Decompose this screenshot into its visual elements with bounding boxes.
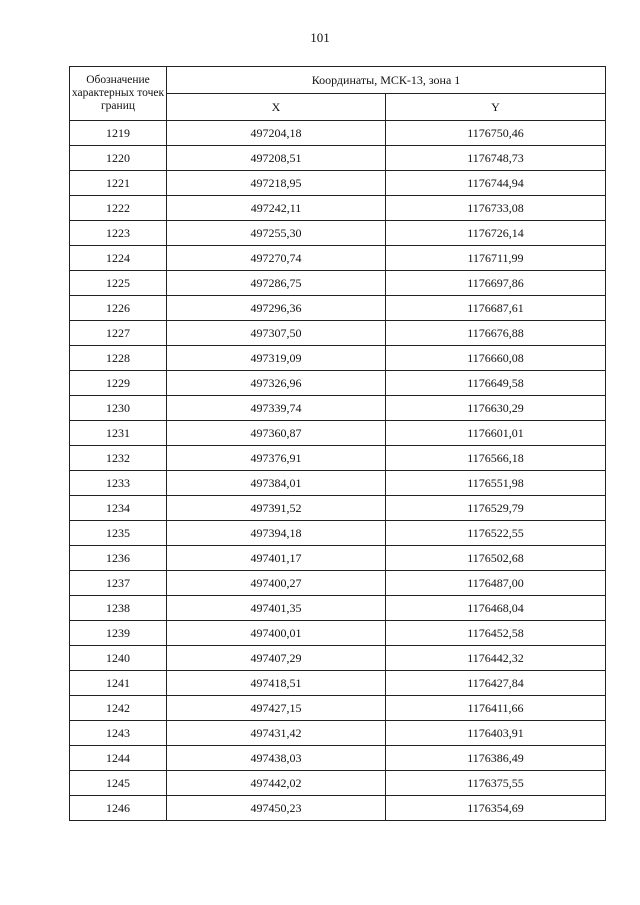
point-id-cell: 1236 [70, 546, 167, 571]
x-coordinate-cell: 497307,50 [167, 321, 386, 346]
point-id-cell: 1226 [70, 296, 167, 321]
table-row [70, 371, 606, 396]
point-id-cell: 1232 [70, 446, 167, 471]
table-row [70, 446, 606, 471]
point-id-cell: 1238 [70, 596, 167, 621]
table-row [70, 671, 606, 696]
table-row [70, 496, 606, 521]
x-coordinate-cell: 497401,35 [167, 596, 386, 621]
y-coordinate-cell: 1176726,14 [386, 221, 606, 246]
y-coordinate-cell: 1176697,86 [386, 271, 606, 296]
table-row [70, 471, 606, 496]
page-number: 101 [310, 30, 330, 45]
x-coordinate-cell: 497418,51 [167, 671, 386, 696]
y-column-header: Y [386, 94, 606, 121]
x-coordinate-cell: 497208,51 [167, 146, 386, 171]
table-row [70, 646, 606, 671]
x-coordinate-cell: 497438,03 [167, 746, 386, 771]
y-coordinate-cell: 1176660,08 [386, 346, 606, 371]
x-coordinate-cell: 497400,27 [167, 571, 386, 596]
point-id-cell: 1227 [70, 321, 167, 346]
table-row [70, 346, 606, 371]
y-coordinate-cell: 1176403,91 [386, 721, 606, 746]
x-coordinate-cell: 497296,36 [167, 296, 386, 321]
y-coordinate-cell: 1176744,94 [386, 171, 606, 196]
point-id-cell: 1239 [70, 621, 167, 646]
x-coordinate-cell: 497407,29 [167, 646, 386, 671]
y-coordinate-cell: 1176442,32 [386, 646, 606, 671]
x-coordinate-cell: 497360,87 [167, 421, 386, 446]
table-row [70, 221, 606, 246]
table-row [70, 771, 606, 796]
y-coordinate-cell: 1176687,61 [386, 296, 606, 321]
point-id-cell: 1245 [70, 771, 167, 796]
coordinates-table [69, 66, 606, 821]
table-row [70, 246, 606, 271]
table-row [70, 321, 606, 346]
table-row [70, 571, 606, 596]
point-id-cell: 1240 [70, 646, 167, 671]
point-column-header: Обозначение характерных точек границ [70, 67, 167, 121]
y-coordinate-cell: 1176748,73 [386, 146, 606, 171]
x-coordinate-cell: 497286,75 [167, 271, 386, 296]
x-coordinate-cell: 497319,09 [167, 346, 386, 371]
y-coordinate-cell: 1176649,58 [386, 371, 606, 396]
y-coordinate-cell: 1176750,46 [386, 121, 606, 146]
x-coordinate-cell: 497427,15 [167, 696, 386, 721]
y-coordinate-cell: 1176468,04 [386, 596, 606, 621]
table-row [70, 196, 606, 221]
point-id-cell: 1220 [70, 146, 167, 171]
y-coordinate-cell: 1176529,79 [386, 496, 606, 521]
point-id-cell: 1222 [70, 196, 167, 221]
table-row [70, 296, 606, 321]
x-coordinate-cell: 497242,11 [167, 196, 386, 221]
table-row [70, 171, 606, 196]
y-coordinate-cell: 1176566,18 [386, 446, 606, 471]
y-coordinate-cell: 1176487,00 [386, 571, 606, 596]
x-coordinate-cell: 497270,74 [167, 246, 386, 271]
table-row [70, 146, 606, 171]
point-id-cell: 1233 [70, 471, 167, 496]
y-coordinate-cell: 1176375,55 [386, 771, 606, 796]
y-coordinate-cell: 1176452,58 [386, 621, 606, 646]
point-id-cell: 1225 [70, 271, 167, 296]
point-id-cell: 1246 [70, 796, 167, 821]
point-id-cell: 1224 [70, 246, 167, 271]
x-coordinate-cell: 497326,96 [167, 371, 386, 396]
point-id-cell: 1242 [70, 696, 167, 721]
y-coordinate-cell: 1176601,01 [386, 421, 606, 446]
point-id-cell: 1244 [70, 746, 167, 771]
x-coordinate-cell: 497218,95 [167, 171, 386, 196]
table-row [70, 596, 606, 621]
point-id-cell: 1241 [70, 671, 167, 696]
point-id-cell: 1219 [70, 121, 167, 146]
x-coordinate-cell: 497400,01 [167, 621, 386, 646]
y-coordinate-cell: 1176733,08 [386, 196, 606, 221]
table-row [70, 546, 606, 571]
point-id-cell: 1234 [70, 496, 167, 521]
table-row [70, 621, 606, 646]
point-id-cell: 1243 [70, 721, 167, 746]
y-coordinate-cell: 1176630,29 [386, 396, 606, 421]
table-row [70, 121, 606, 146]
x-coordinate-cell: 497391,52 [167, 496, 386, 521]
table-row [70, 521, 606, 546]
point-id-cell: 1231 [70, 421, 167, 446]
point-id-cell: 1223 [70, 221, 167, 246]
x-coordinate-cell: 497376,91 [167, 446, 386, 471]
coordinates-header: Координаты, МСК-13, зона 1 [167, 67, 606, 94]
y-coordinate-cell: 1176427,84 [386, 671, 606, 696]
x-coordinate-cell: 497339,74 [167, 396, 386, 421]
table-row [70, 796, 606, 821]
point-id-cell: 1228 [70, 346, 167, 371]
point-id-cell: 1229 [70, 371, 167, 396]
table-row [70, 721, 606, 746]
y-coordinate-cell: 1176522,55 [386, 521, 606, 546]
point-id-cell: 1230 [70, 396, 167, 421]
x-coordinate-cell: 497401,17 [167, 546, 386, 571]
table-row [70, 746, 606, 771]
table-row [70, 271, 606, 296]
x-column-header: X [167, 94, 386, 121]
point-id-cell: 1221 [70, 171, 167, 196]
table-row [70, 421, 606, 446]
y-coordinate-cell: 1176354,69 [386, 796, 606, 821]
point-id-cell: 1235 [70, 521, 167, 546]
table-row [70, 696, 606, 721]
y-coordinate-cell: 1176386,49 [386, 746, 606, 771]
y-coordinate-cell: 1176676,88 [386, 321, 606, 346]
y-coordinate-cell: 1176411,66 [386, 696, 606, 721]
x-coordinate-cell: 497394,18 [167, 521, 386, 546]
x-coordinate-cell: 497431,42 [167, 721, 386, 746]
point-id-cell: 1237 [70, 571, 167, 596]
x-coordinate-cell: 497204,18 [167, 121, 386, 146]
x-coordinate-cell: 497450,23 [167, 796, 386, 821]
x-coordinate-cell: 497255,30 [167, 221, 386, 246]
y-coordinate-cell: 1176551,98 [386, 471, 606, 496]
y-coordinate-cell: 1176502,68 [386, 546, 606, 571]
x-coordinate-cell: 497384,01 [167, 471, 386, 496]
x-coordinate-cell: 497442,02 [167, 771, 386, 796]
table-row [70, 396, 606, 421]
y-coordinate-cell: 1176711,99 [386, 246, 606, 271]
